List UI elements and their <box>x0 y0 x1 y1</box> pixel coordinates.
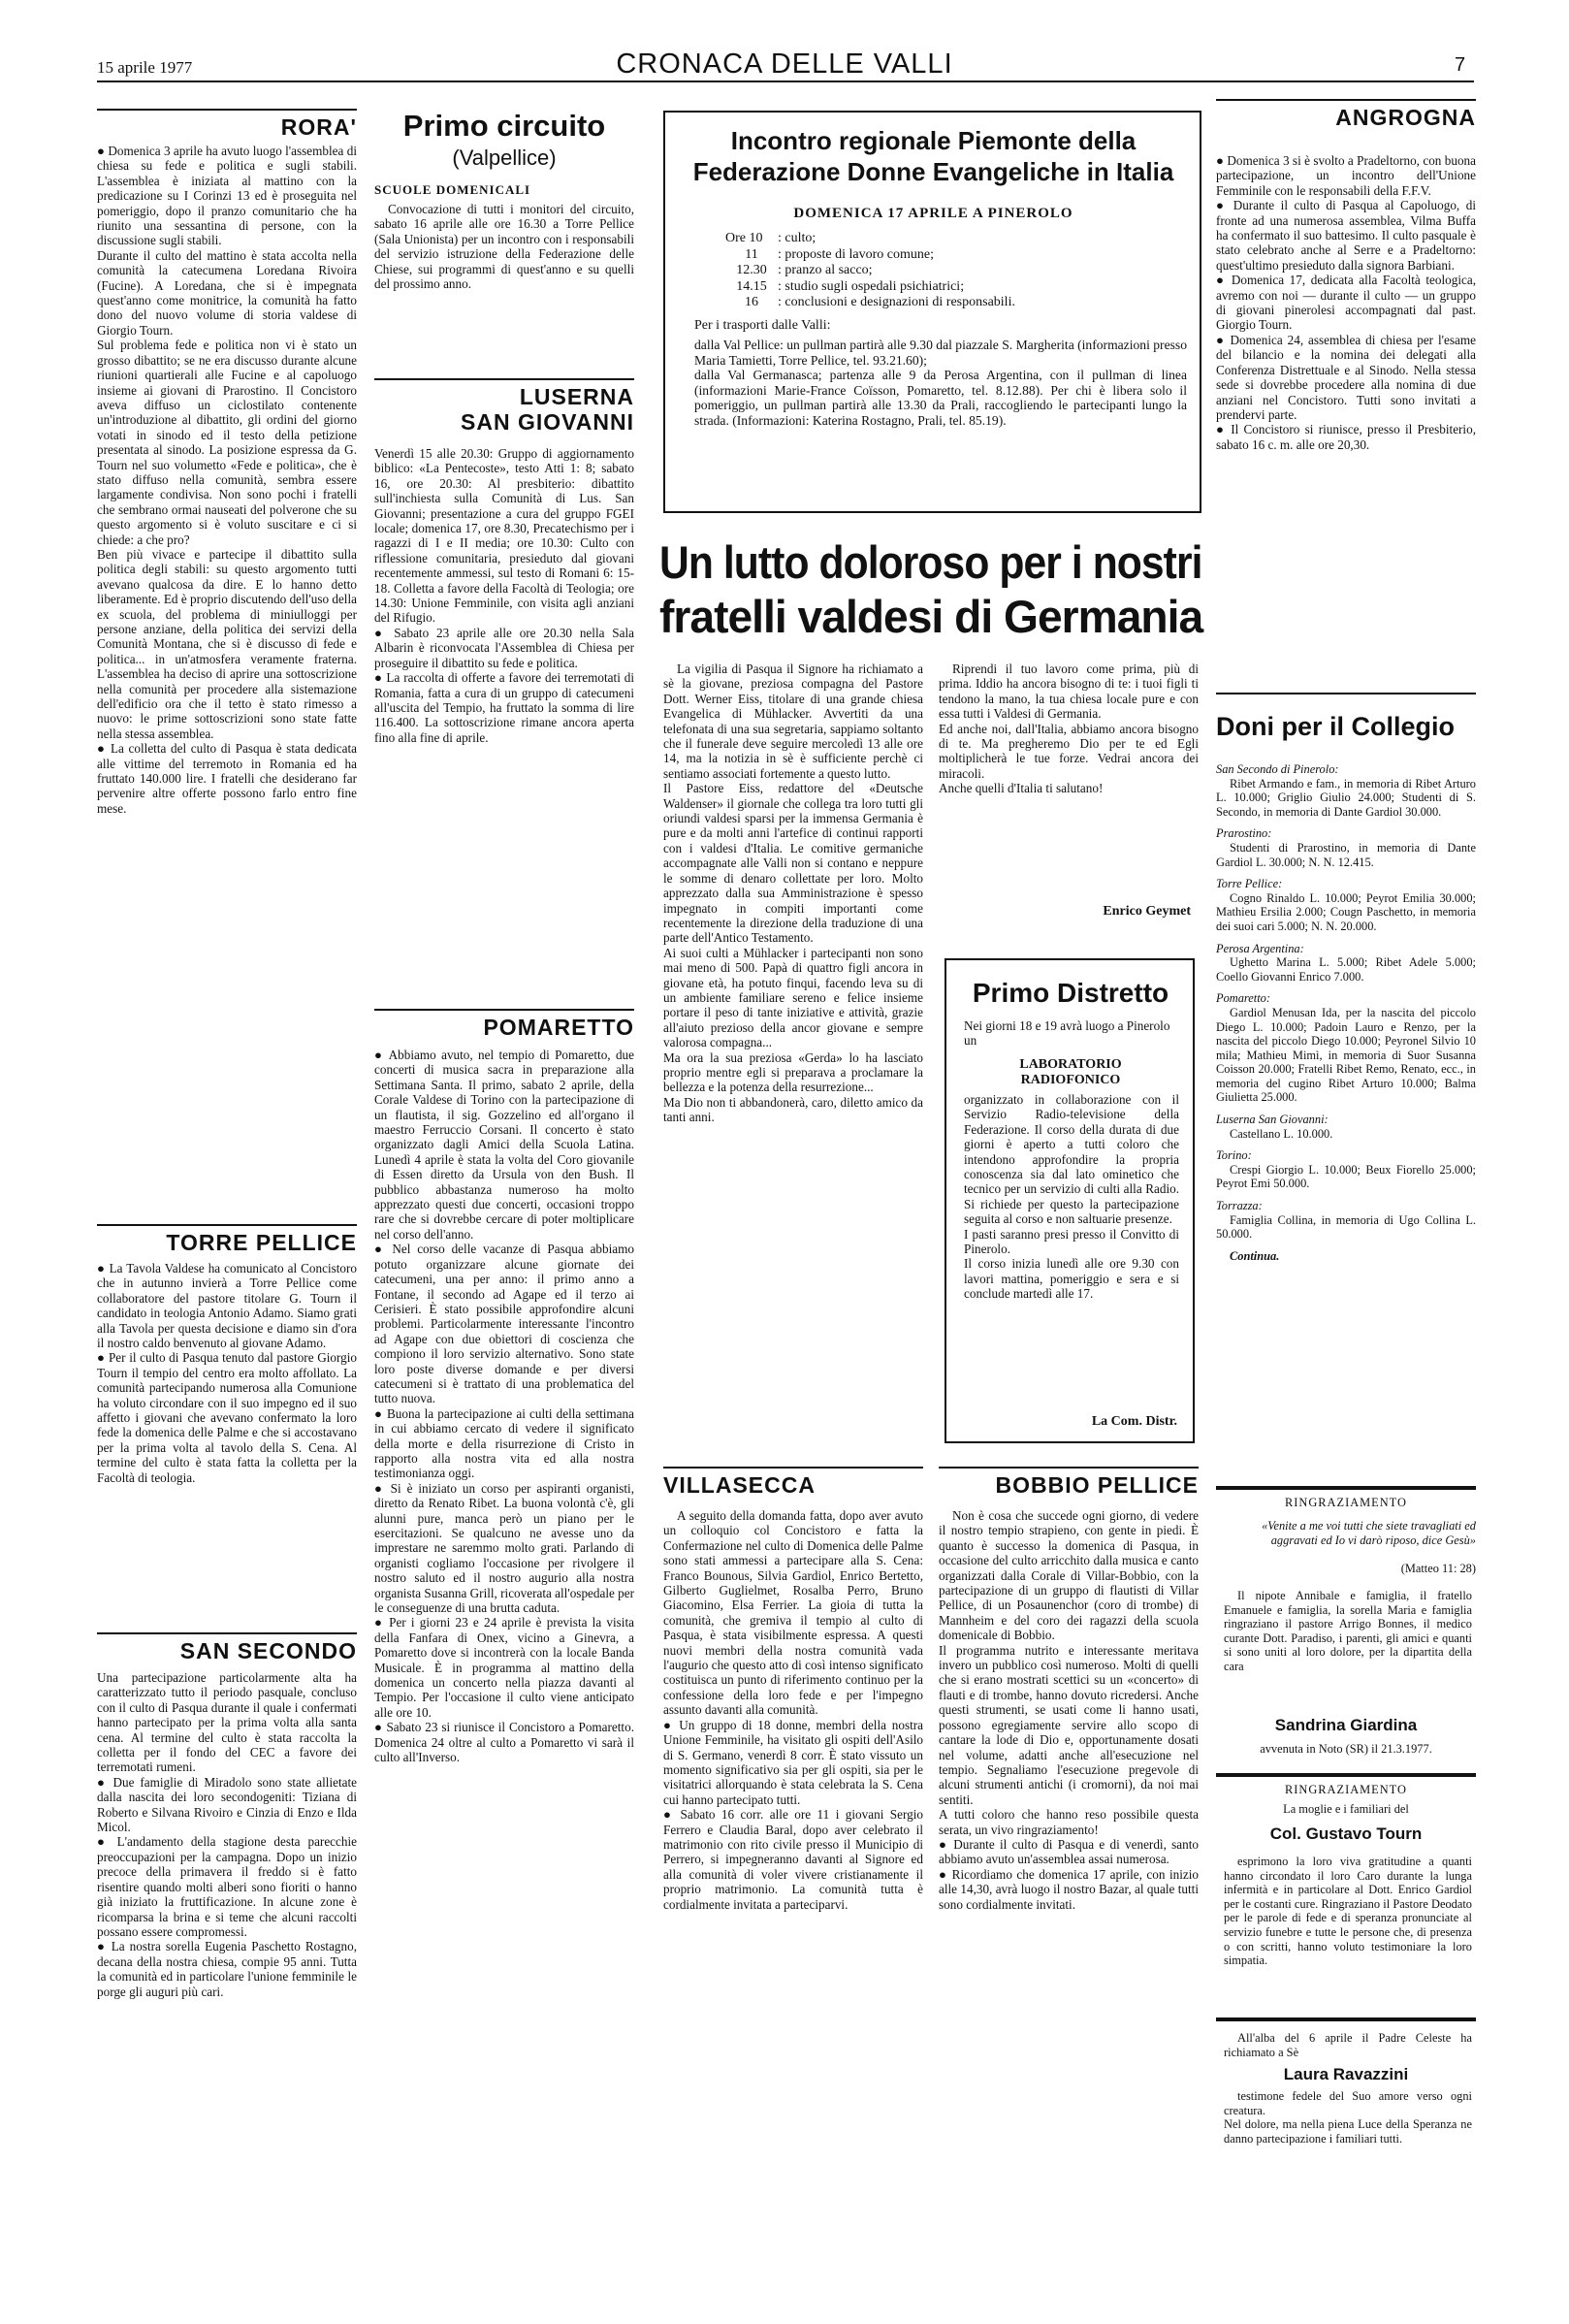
doni-place: Torrazza: <box>1216 1199 1263 1213</box>
primo-circuito-subtitle: (Valpellice) <box>452 145 557 170</box>
villasecca-body: A seguito della domanda fatta, dopo aver avuto un colloquio col Concistoro e fatta la Confermazione nel culto di Domenica delle Palme sono stati ammessi a partecipare alla S. Cena: Franco Bounous, Silvia Gardiol, Enrico Bertetto, Gilberto Guglielmet, Rosalba Perro, Bruno Giacomino, Elsa Ferrier. La gioia di tutta la comunità, che gremiva il tempio al culto di Pasqua, è stata visibilmente espressa. A questi nuovi membri della nostra comunità vada l'augurio che questo atto di così intenso significato costituisca un punto di riferimento continuo per la confessione della loro fede e per l'impegno assunto davanti alla comunità. ● Un gruppo di 18 donne, membri della nostra Unione Femminile, ha visitato gli ospiti dell'Asilo di S. Germano, venerdì 8 corr. È stato vissuto un momento significativo sia per gli ospiti, sia per le visitatrici allorquando è stata celebrata la S. Cena cui hanno partecipato tutti. ● Sabato 16 corr. alle ore 11 i giovani Sergio Ferrero e Claudia Baral, dopo aver celebrato il matrimonio con rito civile presso il Municipio di Perrero, si impegneranno davanti al Signore ed alla comunità di voler vivere cristianamente il proprio matrimonio. La comunità tutta è cordialmente invitata a parteciparvi. <box>663 1508 923 1912</box>
pomaretto-body: ● Abbiamo avuto, nel tempio di Pomaretto, due concerti di musica sacra in preparazione alla Settimana Santa. Il primo, sabato 2 aprile, della Corale Valdese di Torino con la partecipazione di un flautista, il sig. Gozzelino ed all'organo il maestro Ferruccio Corsani. Il concerto è stato organizzato dagli Amici della Scuola Latina. Lunedì 4 aprile è stata la volta del Coro giovanile di Essen diretto da Ursula von den Bush. Il pubblico abbastanza numeroso ha molto apprezzato questi due concerti, occasioni troppo rare che si dovrebbe cercare di poter moltiplicare nel corso dell'anno. ● Nel corso delle vacanze di Pasqua abbiamo potuto organizzare alcune giornate dei catecumeni, una per anno: il primo anno a Fontane, il secondo ad Agape ed il terzo ai Cerisieri. È stato possibile approfondire alcuni problemi. Particolarmente interessante l'incontro ad Agape con due obiettori di coscienza che compiono il loro servizio alternativo. Sono state loro poste diverse domande e per diversi catecumeni si è trattato di una problematica del tutto nuova. ● Buona la partecipazione ai culti della settimana in cui abbiamo cercato di vedere il significato della morte e della risurrezione di Cristo in rapporto alla nostra vita ed alla nostra testimonianza oggi. ● Si è iniziato un corso per aspiranti organisti, diretto da Renato Ribet. La buona volontà c'è, gli alunni pure, manca però un piano per le esercitazioni. Se qualcuno ne avesse uno da imprestare ne saremmo molto grati. Parlando di organisti cogliamo l'occasione per rivolgere il nostro saluto ed il nostro augurio alla nostra organista Susanna Grill, ricoverata all'ospedale per le conseguenze di una brutta caduta. ● Per i giorni 23 e 24 aprile è prevista la visita della Fanfara di Onex, vicino a Ginevra, a Pomaretto dove si incontrerà con la locale Banda Musicale. È in programma al mattino della domenica un concerto nella piazza davanti al Tempio. Per l'occasione il culto viene anticipato alle ore 10. ● Sabato 23 si riunisce il Concistoro a Pomaretto. Domenica 24 oltre al culto a Pomaretto vi sarà il culto all'Inverso. <box>374 1048 634 1765</box>
masthead: CRONACA DELLE VALLI <box>616 48 953 80</box>
doni-place: Torino: <box>1216 1148 1252 1163</box>
incontro-title-line2: Federazione Donne Evangeliche in Italia <box>692 157 1174 186</box>
luserna-title-line1: LUSERNA <box>519 384 634 409</box>
doni-place: Torre Pellice: <box>1216 877 1283 891</box>
scuole-domenicali-kicker: SCUOLE DOMENICALI <box>374 182 531 197</box>
doni-entry: Studenti di Prarostino, in memoria di Dante Gardiol L. 30.000; N. N. 12.415. <box>1216 840 1476 869</box>
ringraziamento2-body: esprimono la loro viva gratitudine a quanti hanno circondato il loro Caro durante la lunga infermità e in particolare al Dott. Enrico Gardiol per le costanti cure. Ringraziano il Pastore Deodato per le parole di fede e di speranza pronunciate al servizio funebre e tutte le persone che, di presenza o con scritti, hanno voluto testimoniare la loro simpatia. <box>1224 1855 1472 1968</box>
masthead-rule <box>97 81 1474 82</box>
schedule-row: 11 : proposte di lavoro comune; <box>745 246 934 262</box>
primo-circuito-title: Primo circuito <box>402 109 606 143</box>
doni-entry: Famiglia Collina, in memoria di Ugo Collina L. 50.000. <box>1216 1212 1476 1242</box>
schedule-row: 12.30 : pranzo al sacco; <box>736 263 873 277</box>
angrogna-body: ● Domenica 3 si è svolto a Pradeltorno, con buona partecipazione, un incontro dell'Unione Femminile con le responsabili della F.F.V. ● Durante il culto di Pasqua al Capoluogo, di fronte ad una numerosa assemblea, Vilma Buffa ha confermato il suo battesimo. Il culto pasquale è stato celebrato anche al Serre e a Pradeltorno: quest'ultimo presieduto dalla signora Barbiani. ● Domenica 17, dedicata alla Facoltà teologica, avremo con noi — durante il culto — un gruppo di giovani pinerolesi accompagnati dal past. Giorgio Tourn. ● Domenica 24, assemblea di chiesa per l'esame del bilancio e la nomina dei delegati alla Conferenza Distrettuale e al Sinodo. Nella stessa sede si dovrebbe procedere alla nomina di due anziani nel Concistoro. Tutti sono invitati a prendervi parte. ● Il Concistoro si riunisce, presso il Presbiterio, sabato 16 c. m. alle ore 20,30. <box>1216 153 1476 452</box>
doni-place: Luserna San Giovanni: <box>1216 1113 1329 1127</box>
doni-entry: Gardiol Menusan Ida, per la nascita del piccolo Diego L. 10.000; Padoin Lauro e Renzo, per la nascita del piccolo Diego 10.000; Peyronel Silvio 10 mila; Mathieu Mimì, in memoria di Suor Susanna Coisson 20.000; Fratelli Ribet Remo, Renato, ecc., in memoria del cugino Ribet Arturo 10.000; Balma Giulietta 25.000. <box>1216 1005 1476 1105</box>
doni-place: Prarostino: <box>1216 826 1272 841</box>
ringraziamento1-name: Sandrina Giardina <box>1274 1716 1418 1734</box>
doni-place: Pomaretto: <box>1216 991 1270 1006</box>
section-title-rora: RORA' <box>97 109 357 140</box>
ringraziamento2-rule <box>1216 1773 1476 1777</box>
ringraziamento1-ref: (Matteo 11: 28) <box>1400 1562 1476 1575</box>
necrologio-body: testimone fedele del Suo amore verso ogni creatura. Nel dolore, ma nella piena Luce della Speranza ne danno partecipazione i familiari tutti. <box>1224 2089 1472 2146</box>
doni-entry: Crespi Giorgio L. 10.000; Beux Fiorello 25.000; Peyrot Emi 50.000. <box>1216 1162 1476 1191</box>
schedule-row: 14.15 : studio sugli ospedali psichiatrici; <box>736 278 965 294</box>
incontro-title-line1: Incontro regionale Piemonte della <box>730 126 1137 155</box>
doni-title: Doni per il Collegio <box>1216 712 1456 741</box>
san-secondo-body: Una partecipazione particolarmente alta ha caratterizzato tutto il periodo pasquale, concluso con il culto di Pasqua durante il quale i confermati hanno partecipato per la prima volta alla santa cena. Al termine del culto è stata raccolta la colletta per il fondo del CEC a favore dei terremotati rumeni. ● Due famiglie di Miradolo sono state allietate dalla nascita dei loro secondogeniti: Tiziana di Roberto e Silvana Rivoiro e Cinzia di Enzo e Ilda Micol. ● L'andamento della stagione desta parecchie preoccupazioni per la campagna. Dopo un inizio precoce della primavera il freddo si è fatto risentire quando molti alberi sono fioriti o hanno già iniziato la fruttificazione. In alcune zone è ricomparsa la brina e si teme che alcuni raccolti possano essere compromessi. ● La nostra sorella Eugenia Paschetto Rostagno, decana della nostra chiesa, compie 95 anni. Tutta la comunità ed in particolare l'unione femminile le porge gli auguri più cari. <box>97 1670 357 1999</box>
section-title-angrogna: ANGROGNA <box>1216 99 1476 130</box>
incontro-date: DOMENICA 17 APRILE A PINEROLO <box>793 206 1073 221</box>
rora-body: ● Domenica 3 aprile ha avuto luogo l'assemblea di chiesa su fede e politica e sugli stabili. L'assemblea è iniziata al mattino con la predicazione su I Corinzi 13 ed è proseguita nel pomeriggio, dopo il pranzo comunitario che ha riunito una sessantina di persone, con la discussione sugli stabili. Durante il culto del mattino è stata accolta nella comunità la catecumena Loredana Rivoira (Fucine). A Loredana, che si è impegnata quest'anno come monitrice, la comunità ha fatto dono del nuovo volume di storia valdese di Giorgio Tourn. Sul problema fede e politica non vi è stato un grosso dibattito; se ne era discusso durante alcune riunioni quartierali alle Fucine e al capoluogo insieme ai giovani di Prarostino. Il Concistoro aveva diffuso un ciclostilato contenente un'introduzione al dibattito, gli ordini del giorno votati in sinodo ed il testo della petizione presentata al sinodo. La posizione espressa da G. Tourn nel suo volumetto «Fede e politica», che è stato diffuso nella comunità, sembra essere largamente condivisa. Non sono pochi i fratelli che sembrano ormai nauseati del polverone che su questo argomento si è voluto suscitare e ci si chiede: a che pro? Ben più vivace e partecipe il dibattito sulla politica degli stabili: su questo argomento tutti avevano qualcosa da dire. E lo hanno detto liberamente. Ed è proprio discutendo dell'uso della ex scuola, del problema di miniulloggi per persone anziane, della politica dei servizi della Comunità Montana, che si è discusso di fede e politica... in un'atmosfera veramente fraterna. L'assemblea ha deciso di aprire una sottoscrizione nella comunità per procedere alla sistemazione dell'edificio ora che il tetto è stato rimesso a nuovo: le prime sottoscrizioni sono state fatte nella stessa assemblea. ● La colletta del culto di Pasqua è stata dedicata alle vittime del terremoto in Romania ed ha fruttato 140.000 lire. I fratelli che desiderano far pervenire altre offerte possono farlo entro fine mese. <box>97 144 357 816</box>
ringraziamento2-intro: La moglie e i familiari del <box>1283 1802 1409 1816</box>
incontro-schedule <box>725 231 1191 311</box>
section-title-bobbio-pellice: BOBBIO PELLICE <box>939 1467 1199 1498</box>
doni-entry: Cogno Rinaldo L. 10.000; Peyrot Emilia 30.000; Mathieu Ersilia 2.000; Cougn Paschetto, in memoria dei suoi cari 5.000; N. N. 20.000. <box>1216 890 1476 933</box>
primo-distretto-title: Primo Distretto <box>972 978 1169 1008</box>
bobbio-pellice-body: Non è cosa che succede ogni giorno, di vedere il nostro tempio strapieno, con gente in piedi. È quanto è successo la domenica di Pasqua, in occasione del culto arricchito dalla musica e canto organizzati dalla Corale di Villar-Bobbio, con la partecipazione di un gruppo di flautisti di Villar Pellice, di un Posaunenchor (coro di trombe) di Mannheim e del coro dei ragazzi della scuola domenicale di Bobbio. Il programma nutrito e interessante meritava invero un pubblico così numeroso. Molti di quelli che si erano mostrati scettici su un «concerto» di flauti e di trombe, hanno dovuto ricredersi. Anche questi strumenti, se usati come li hanno usati, possono egregiamente servire allo scopo di cantare la lode di Dio e, opportunamente dosati nel volume, adatti anche all'esecuzione nel tempio. Segnaliamo l'esecuzione pregevole di alcuni strumenti antichi (i cromorni), da noi mai sentiti. A tutti coloro che hanno reso possibile questa serata, un vivo ringraziamento! ● Durante il culto di Pasqua e di venerdì, santo abbiamo avuto un'assemblea assai numerosa. ● Ricordiamo che domenica 17 aprile, con inizio alle 14,30, avrà luogo il nostro Bazar, al quale tutti sono cordialmente invitati. <box>939 1508 1199 1912</box>
lutto-headline-line1: Un lutto doloroso per i nostri <box>659 536 1202 588</box>
necrologio-rule <box>1216 2017 1476 2021</box>
incontro-transport-body: dalla Val Pellice: un pullman partirà alle 9.30 dal piazzale S. Margherita (informazioni presso Maria Tamietti, Torre Pellice, tel. 93.21.60); dalla Val Germanasca; partenza alle 9 da Perosa Argentina, con il pullman di linea (informazioni Marie-France Coïsson, Pomaretto, tel. 8.12.88). Per chi è libera solo il pomeriggio, un pullman partirà alle 13.30 da Prali, raccogliendo le partecipanti lungo la strada. (Informazioni: Katerina Rostagno, Prali, tel. 85.19). <box>694 338 1187 428</box>
laboratorio-kicker: LABORATORIO RADIOFONICO <box>1019 1057 1122 1087</box>
luserna-title-line2: SAN GIOVANNI <box>461 409 634 435</box>
ringraziamento2-name: Col. Gustavo Tourn <box>1269 1824 1423 1843</box>
schedule-row: Ore 10 : culto; <box>725 231 817 245</box>
section-title-torre-pellice: TORRE PELLICE <box>97 1224 357 1255</box>
doni-entry: Ribet Armando e fam., in memoria di Ribet Arturo L. 10.000; Griglio Giulio 24.000; Studenti di S. Secondo, in memoria di Dante Gardiol 30.000. <box>1216 776 1476 819</box>
section-title-san-secondo: SAN SECONDO <box>97 1632 357 1663</box>
section-title-luserna <box>374 378 634 435</box>
ringraziamento2-title: RINGRAZIAMENTO <box>1285 1783 1407 1796</box>
incontro-transport-intro: Per i trasporti dalle Valli: <box>694 318 831 333</box>
doni-place: San Secondo di Pinerolo: <box>1216 762 1339 776</box>
lutto-body-col-b: Riprendi il tuo lavoro come prima, più di prima. Iddio ha ancora bisogno di te: i tuoi figli ti tendono la mano, la tua chiesa locale pure e con essa tutti i Valdesi di Germania. Ed anche noi, dall'Italia, abbiamo ancora bisogno di te. Ma pregheremo Dio per te ed Egli moltiplicherà le tue forze. Vedrai ancora dei miracoli. Anche quelli d'Italia ti salutano! <box>939 662 1199 796</box>
doni-place: Perosa Argentina: <box>1216 941 1304 955</box>
lutto-signature: Enrico Geymet <box>1103 904 1191 919</box>
page-number: 7 <box>1455 54 1466 76</box>
ringraziamento1-rule <box>1216 1486 1476 1490</box>
doni-entry: Castellano L. 10.000. <box>1230 1126 1333 1141</box>
schedule-row: 16 : conclusioni e designazioni di responsabili. <box>745 295 1015 309</box>
primo-circuito-body: Convocazione di tutti i monitori del circuito, sabato 16 aprile alle ore 16.30 a Torre Pellice (Sala Unionista) per un incontro con i responsabili del servizio istruzione della Federazione delle Chiese, sui programmi di quest'anno e su quelli del prossimo anno. <box>374 202 634 292</box>
doni-continua: Continua. <box>1230 1248 1280 1263</box>
page-date: 15 aprile 1977 <box>97 58 193 77</box>
ringraziamento1-body: Il nipote Annibale e famiglia, il fratello Emanuele e famiglia, la sorella Maria e famiglia ringraziano il pastore Arrigo Bonnes, il medico curante Dott. Paradiso, i parenti, gli amici e quanti si sono uniti al loro dolore, per la dipartita della cara <box>1224 1589 1472 1673</box>
doni-rule <box>1216 693 1476 694</box>
doni-entry: Ughetto Marina L. 5.000; Ribet Adele 5.000; Coello Giovanni Enrico 7.000. <box>1216 955 1476 984</box>
torre-pellice-body: ● La Tavola Valdese ha comunicato al Concistoro che in autunno invierà a Torre Pellice come collaboratore del pastore titolare G. Tourn il candidato in teologia Antonio Adamo. Siamo grati alla Tavola per questa decisione e diamo sin d'ora il nostro caldo benvenuto al giovane Adamo. ● Per il culto di Pasqua tenuto dal pastore Giorgio Tourn il tempio del centro era molto affollato. La comunità partecipando numerosa alla Comunione ha voluto circondare con il suo impegno ed il suo affetto i giovani che avevano confermato la loro fede la domenica delle Palme e che si accostavano per la prima volta al tavolo della S. Cena. Al termine del culto è stata fatta la colletta per la Facoltà di teologia. <box>97 1261 357 1485</box>
ringraziamento1-footer: avvenuta in Noto (SR) il 21.3.1977. <box>1260 1742 1432 1756</box>
primo-distretto-body: organizzato in collaborazione con il Servizio Radio-televisione della Federazione. Il corso della durata di due giorni è aperto a tutti coloro che intendono approfondire la propria conoscenza sia dal lato ominetico che tecnico per un servizio di culti alla Radio. Si richiede per questo la partecipazione seguita al corso e non saltuarie presenze. I pasti saranno presi presso il Convitto di Pinerolo. Il corso inizia lunedì alle ore 9.30 con lavori mattina, pomeriggio e sera e si conclude martedì alle 17. <box>964 1092 1179 1302</box>
lutto-headline-line2: fratelli valdesi di Germania <box>659 591 1203 642</box>
necrologio-name: Laura Ravazzini <box>1283 2065 1409 2083</box>
primo-distretto-intro: Nei giorni 18 e 19 avrà luogo a Pinerolo un <box>964 1018 1170 1049</box>
lutto-body-col-a: La vigilia di Pasqua il Signore ha richiamato a sè la giovane, preziosa compagna del Pastore Dott. Werner Eiss, titolare di una grande chiesa Evangelica di Mühlacker. Avvertiti da una telefonata di una sua segretaria, sappiamo soltanto che il funerale deve seguire mercoledì 13 alle ore 14, ma la notizia in sè è sufficiente perchè ci sentiamo associati fortemente a questo lutto. Il Pastore Eiss, redattore del «Deutsche Waldenser» il giornale che collega tra loro tutti gli oriundi valdesi sparsi per la immensa Germania è pure e da molti anni l'artefice di continui rapporti con i valdesi d'Italia. Le comitive germaniche accompagnate alle Valli non si contano e neppure le somme di denaro collettate per loro. Molto apprezzato dalla sua Amministrazione è spesso impegnato in compiti importanti come recentemente la direzione della traduzione di una parte dell'Antico Testamento. Ai suoi culti a Mühlacker i partecipanti non sono mai meno di 500. Papà di quattro figli ancora in giovane età, ha potuto finqui, facendo leva su di un ambiente familiare sereno e felice insieme portare il peso di tante iniziative e attività, grazie all'aiuto prezioso della ancor giovane e sempre valorosa compagna... Ma ora la sua preziosa «Gerda» lo ha lasciato proprio mentre egli si preparava a proclamare la bellezza e la potenza della resurrezione... Ma Dio non ti abbandonerà, caro, diletto amico da tanti anni. <box>663 662 923 1125</box>
ringraziamento1-quote: «Venite a me voi tutti che siete travagliati ed aggravati ed Io vi darò riposo, dice Gesù» <box>1262 1519 1476 1547</box>
doni-list <box>1216 762 1476 1263</box>
necrologio-intro: All'alba del 6 aprile il Padre Celeste ha richiamato a Sè <box>1224 2031 1472 2059</box>
luserna-body: Venerdì 15 alle 20.30: Gruppo di aggiornamento biblico: «La Pentecoste», testo Atti 1: 8; sabato 16, ore 20.30: Al presbiterio: dibattito sull'inchiesta sulla Comunità di Lus. San Giovanni; presentazione a cura del gruppo FGEI locale; domenica 17, ore 8.30, Precatechismo per i ragazzi di I e II media; ore 10.30: Culto con riflessione comunitaria, presieduto dal giovani recentemente ammessi, sul testo di Romani 6: 15-18. Colletta a favore della Facoltà di Teologia; ore 14.30: Unione Femminile, con visita agli anziani del Rifugio. ● Sabato 23 aprile alle ore 20.30 nella Sala Albarin è riconvocata l'Assemblea di Chiesa per proseguire il dibattito su fede e politica. ● La raccolta di offerte a favore dei terremotati di Romania, fatta a cura di un gruppo di catecumeni all'uscita del Tempio, ha fruttato la somma di lire 116.400. La sottoscrizione rimane ancora aperta fino alla fine di aprile. <box>374 446 634 745</box>
section-title-villasecca: VILLASECCA <box>663 1467 923 1498</box>
ringraziamento1-title: RINGRAZIAMENTO <box>1285 1496 1407 1509</box>
section-title-pomaretto: POMARETTO <box>374 1009 634 1040</box>
primo-distretto-signature: La Com. Distr. <box>1091 1414 1177 1429</box>
